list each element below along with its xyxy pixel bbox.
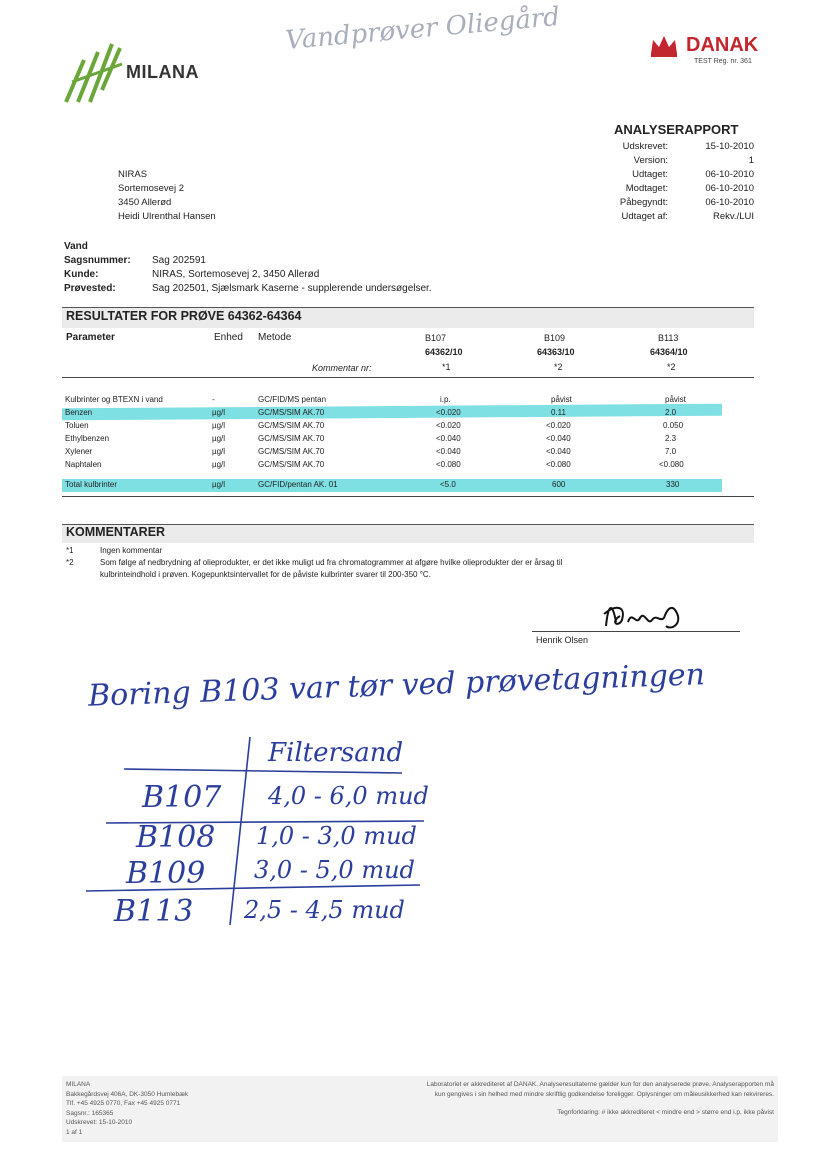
footer-left — [66, 1080, 188, 1137]
meta-row — [560, 210, 754, 224]
table-row — [62, 447, 754, 459]
sample-comment: *2 — [667, 362, 676, 372]
param-cell: Total kulbrinter — [65, 480, 118, 489]
comment-text: kulbrinteindhold i prøven. Kogepunktsintervallet for de påviste kulbrinter svarer til 200-350 °C. — [100, 570, 431, 579]
results-title: RESULTATER FOR PRØVE 64362-64364 — [66, 309, 302, 323]
comment-item — [66, 545, 754, 557]
value-cell: i.p. — [440, 395, 451, 404]
value-cell: <0.080 — [659, 460, 684, 469]
info-row — [64, 254, 432, 268]
param-cell: Toluen — [65, 421, 89, 430]
value-cell: påvist — [551, 395, 572, 404]
table-row — [62, 408, 754, 420]
comment-text: Ingen kommentar — [100, 546, 163, 555]
meta-row — [560, 154, 754, 168]
sample-comment: *1 — [442, 362, 451, 372]
signature-image — [598, 596, 698, 636]
value-cell: 2.0 — [665, 408, 677, 417]
table-row — [62, 480, 754, 492]
info-block — [64, 240, 432, 296]
value-cell: <0.020 — [436, 408, 461, 417]
info-label: Prøvested: — [64, 283, 116, 294]
unit-cell: µg/l — [212, 421, 226, 430]
footer-line: Tlf. +45 4925 0770, Fax +45 4925 0771 — [66, 1100, 181, 1107]
comment-mark — [66, 569, 100, 581]
meta-row — [560, 196, 754, 210]
value-cell: <0.020 — [546, 421, 571, 430]
value-cell: 0.11 — [551, 408, 566, 417]
signature-name: Henrik Olsen — [536, 635, 589, 645]
signature-line — [532, 631, 740, 632]
table-row — [62, 421, 754, 433]
footer-line: kun gengives i sin helhed med mindre skriftlig godkendelse foreligger. Oplysninger om måleusikkerhed kan rekvireres. — [434, 1090, 774, 1098]
danak-logo — [648, 32, 778, 72]
method-cell: GC/MS/SIM AK.70 — [258, 408, 325, 417]
comments-header-bar — [62, 524, 754, 543]
table-row — [62, 460, 754, 472]
unit-cell: µg/l — [212, 408, 226, 417]
value-cell: <0.040 — [546, 447, 571, 456]
info-label: Sagsnummer: — [64, 255, 131, 266]
meta-row — [560, 140, 754, 154]
col-enhed: Enhed — [214, 332, 243, 343]
milana-logo — [58, 30, 238, 105]
method-cell: GC/MS/SIM AK.70 — [258, 460, 325, 469]
comment-mark: *1 — [66, 546, 74, 555]
info-value: NIRAS, Sortemosevej 2, 3450 Allerød — [152, 269, 320, 280]
method-cell: GC/FID/pentan AK. 01 — [258, 480, 338, 489]
value-cell: 7.0 — [665, 447, 677, 456]
value-cell: <0.040 — [546, 434, 571, 443]
meta-row — [560, 182, 754, 196]
meta-label: Version: — [633, 155, 668, 166]
param-cell: Naphtalen — [65, 460, 102, 469]
meta-value: Rekv./LUI — [712, 211, 754, 222]
handwritten-row-depth: 3,0 - 5,0 mud — [254, 856, 415, 884]
footer-line: Udskrevet: 15-10-2010 — [66, 1119, 133, 1126]
sample-id: 64362/10 — [425, 347, 463, 357]
col-metode: Metode — [258, 332, 292, 343]
address-line: Sortemosevej 2 — [118, 183, 185, 194]
unit-cell: µg/l — [212, 447, 226, 456]
handwritten-row-depth: 2,5 - 4,5 mud — [244, 896, 405, 924]
sample-comment: *2 — [554, 362, 563, 372]
comment-text: Som følge af nedbrydning af olieprodukter, er det ikke muligt ud fra chromatogrammer at afgøre hvilke olieprodukter der er årsag til — [100, 558, 563, 567]
handwritten-row-depth: 4,0 - 6,0 mud — [268, 782, 429, 810]
meta-row — [560, 168, 754, 182]
unit-cell: - — [212, 395, 215, 404]
param-cell: Benzen — [65, 408, 93, 417]
method-cell: GC/MS/SIM AK.70 — [258, 421, 325, 430]
sample-type: Vand — [64, 241, 88, 252]
sample-name: B113 — [658, 333, 679, 343]
handwritten-row-id: B109 — [126, 856, 206, 891]
value-cell: <0.040 — [436, 434, 461, 443]
address-line: NIRAS — [118, 169, 148, 180]
header-divider — [62, 377, 754, 378]
footer-line: Sagsnr.: 165365 — [66, 1109, 114, 1117]
value-cell: <0.080 — [436, 460, 461, 469]
meta-value: 06-10-2010 — [705, 197, 754, 208]
value-cell: <5.0 — [440, 480, 456, 489]
comment-mark: *2 — [66, 558, 74, 567]
handwritten-row-id: B108 — [136, 820, 216, 855]
milana-logo-mark — [58, 30, 128, 105]
meta-label: Udtaget af: — [621, 211, 668, 222]
value-cell: <0.020 — [436, 421, 461, 430]
sample-name: B107 — [425, 333, 447, 343]
comments-list — [66, 545, 754, 581]
address-line: Heidi Ulrenthal Hansen — [118, 211, 216, 222]
meta-value: 1 — [748, 155, 754, 166]
meta-label: Påbegyndt: — [619, 197, 668, 208]
comment-item — [66, 557, 754, 569]
footer-line: Tegnforklaring: # ikke akkrediteret < mindre end > større end i.p. ikke påvist — [557, 1109, 774, 1116]
unit-cell: µg/l — [212, 434, 226, 443]
danak-reg: TEST Reg. nr. 361 — [694, 58, 752, 65]
info-label: Kunde: — [64, 269, 99, 280]
handwritten-row-id: B107 — [142, 780, 222, 815]
handwritten-note: Boring B103 var tør ved prøvetagningen — [87, 657, 706, 714]
meta-label: Udtaget: — [632, 169, 668, 180]
info-value: Sag 202501, Sjælsmark Kaserne - supplerende undersøgelser. — [152, 283, 432, 294]
handwritten-title: Vandprøver Oliegård — [284, 2, 562, 56]
meta-value: 15-10-2010 — [705, 141, 754, 152]
table-row — [62, 395, 754, 407]
unit-cell: µg/l — [212, 480, 226, 489]
param-cell: Ethylbenzen — [65, 434, 110, 443]
param-cell: Kulbrinter og BTEXN i vand — [65, 395, 163, 404]
sample-name: B109 — [544, 333, 566, 343]
meta-value: 06-10-2010 — [705, 183, 754, 194]
crown-icon — [648, 32, 680, 58]
footer-line: MILANA — [66, 1081, 91, 1088]
value-cell: 330 — [666, 480, 680, 489]
meta-label: Udskrevet: — [622, 141, 668, 152]
param-cell: Xylener — [65, 447, 93, 456]
comment-item — [66, 569, 754, 581]
sample-id: 64363/10 — [537, 347, 575, 357]
meta-label: Modtaget: — [625, 183, 668, 194]
footer-line: Laboratoriet er akkrediteret af DANAK. Analyseresultaterne gælder kun for den analyserede prøve. Analyserapporten må — [426, 1081, 774, 1088]
footer-line: Bakkegårdsvej 406A, DK-3050 Humlebæk — [66, 1090, 189, 1098]
info-row — [64, 282, 432, 296]
method-cell: GC/MS/SIM AK.70 — [258, 447, 325, 456]
footer-line: 1 af 1 — [66, 1128, 83, 1136]
comments-title: KOMMENTARER — [66, 525, 166, 539]
method-cell: GC/FID/MS pentan — [258, 395, 327, 404]
address-line: 3450 Allerød — [118, 197, 172, 208]
value-cell: 2.3 — [665, 434, 677, 443]
report-title: ANALYSERAPPORT — [614, 122, 739, 137]
sample-id: 64364/10 — [650, 347, 688, 357]
value-cell: 0.050 — [663, 421, 684, 430]
info-value: Sag 202591 — [152, 255, 206, 266]
unit-cell: µg/l — [212, 460, 226, 469]
report-meta — [560, 140, 754, 224]
handwritten-table-header: Filtersand — [268, 738, 404, 768]
danak-name: DANAK — [686, 34, 759, 56]
value-cell: påvist — [665, 395, 686, 404]
method-cell: GC/MS/SIM AK.70 — [258, 434, 325, 443]
value-cell: <0.040 — [436, 447, 461, 456]
footer-right — [300, 1080, 774, 1118]
comment-number-label: Kommentar nr: — [312, 363, 372, 373]
value-cell: <0.080 — [546, 460, 571, 469]
milana-logo-text: MILANA — [126, 62, 199, 82]
address-block — [118, 168, 216, 224]
meta-value: 06-10-2010 — [705, 169, 754, 180]
handwritten-row-id: B113 — [114, 894, 194, 929]
col-parameter: Parameter — [66, 332, 115, 343]
table-bottom-divider — [62, 496, 754, 497]
handwritten-row-depth: 1,0 - 3,0 mud — [256, 822, 417, 850]
value-cell: 600 — [552, 480, 566, 489]
info-row — [64, 268, 432, 282]
table-row — [62, 434, 754, 446]
